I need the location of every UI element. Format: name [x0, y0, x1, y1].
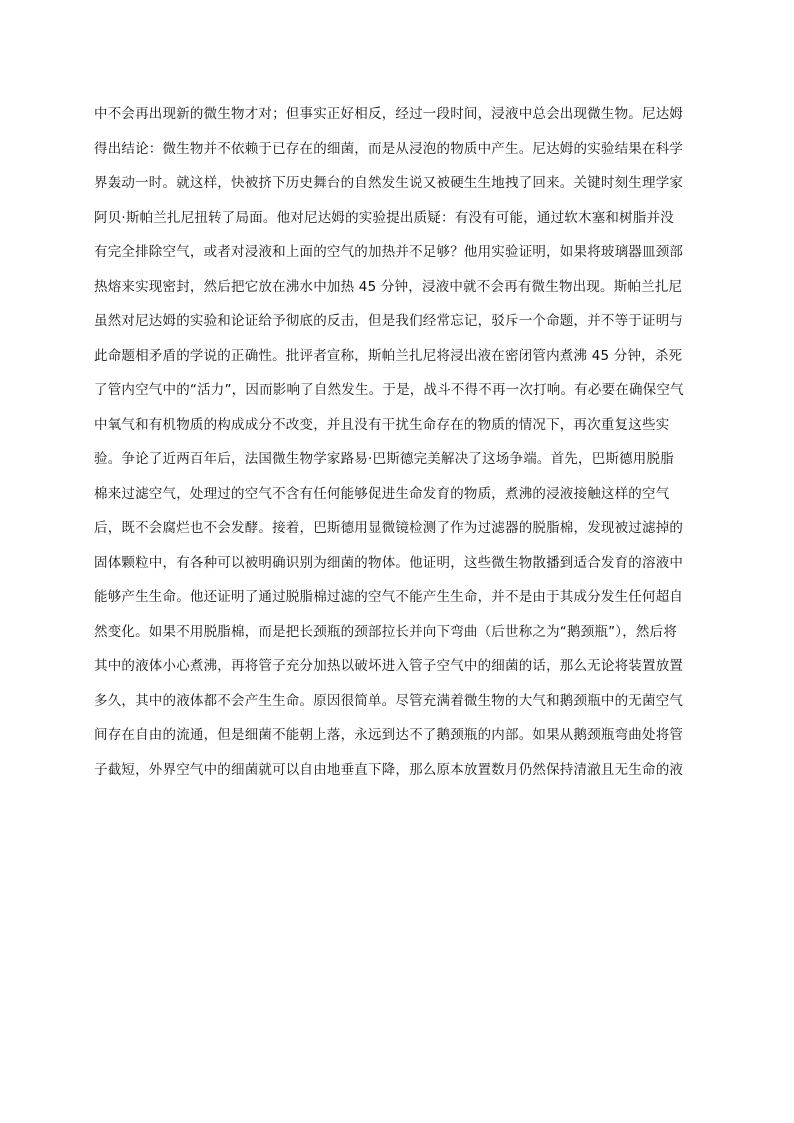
text-line-4: 阿贝·斯帕兰扎尼扭转了局面。他对尼达姆的实验提出质疑：有没有可能，通过软木塞和树脂并没: [94, 209, 674, 226]
text-line-2: 得出结论：微生物并不依赖于已存在的细菌，而是从浸泡的物质中产生。尼达姆的实验结果在科学: [94, 140, 684, 157]
text-line-11: 验。争论了近两百年后，法国微生物学家路易·巴斯德完美解决了这场争端。首先，巴斯德用脱脂: [94, 451, 674, 467]
text-line-7: 虽然对尼达姆的实验和论证给予彻底的反击，但是我们经常忘记，驳斥一个命题，并不等于证明与: [94, 313, 684, 329]
text-line-1: 中不会再出现新的微生物才对；但事实正好相反，经过一段时间，浸液中总会出现微生物。尼达姆: [94, 106, 684, 122]
text-line-19: 间存在自由的流通，但是细菌不能朝上落，永远到达不了鹅颈瓶的内部。如果从鹅颈瓶弯曲处将管: [94, 727, 684, 743]
text-line-8: 此命题相矛盾的学说的正确性。批评者宣称，斯帕兰扎尼将浸出液在密闭管内煮沸 45 分钟，杀死: [94, 347, 683, 364]
text-line-9: 了管内空气中的“活力”，因而影响了自然发生。于是，战斗不得不再一次打响。有必要在确保空气: [94, 382, 684, 398]
text-line-17: 其中的液体小心煮沸，再将管子充分加热以破坏进入管子空气中的细菌的话，那么无论将装置放置: [94, 658, 684, 674]
text-line-12: 棉来过滤空气，处理过的空气不含有任何能够促进生命发育的物质，煮沸的浸液接触这样的空气: [94, 485, 670, 502]
body-text: [94, 104, 734, 794]
text-line-16: 然变化。如果不用脱脂棉，而是把长颈瓶的颈部拉长并向下弯曲（后世称之为“鹅颈瓶”），然后将: [94, 623, 678, 640]
text-line-6: 热熔来实现密封，然后把它放在沸水中加热 45 分钟，浸液中就不会再有微生物出现。斯帕兰扎尼: [94, 278, 683, 295]
text-line-5: 有完全排除空气，或者对浸液和上面的空气的加热并不足够？他用实验证明，如果将玻璃器皿颈部: [94, 244, 684, 260]
text-line-14: 固体颗粒中，有各种可以被明确识别为细菌的物体。他证明，这些微生物散播到适合发育的溶液中: [94, 554, 684, 571]
text-line-18: 多久，其中的液体都不会产生生命。原因很简单。尽管充满着微生物的大气和鹅颈瓶中的无菌空气: [94, 692, 684, 709]
text-line-10: 中氧气和有机物质的构成成分不改变，并且没有干扰生命存在的物质的情况下，再次重复这些实: [94, 416, 670, 433]
text-line-15: 能够产生生命。他还证明了通过脱脂棉过滤的空气不能产生生命，并不是由于其成分发生任何超自: [94, 589, 684, 605]
text-line-20: 子截短，外界空气中的细菌就可以自由地垂直下降，那么原本放置数月仍然保持清澈且无生命的液: [94, 761, 684, 778]
text-line-3: 界轰动一时。就这样，快被挤下历史舞台的自然发生说又被硬生生地拽了回来。关键时刻生理学家: [94, 175, 684, 191]
text-line-13: 后，既不会腐烂也不会发酵。接着，巴斯德用显微镜检测了作为过滤器的脱脂棉，发现被过滤掉的: [94, 520, 684, 536]
